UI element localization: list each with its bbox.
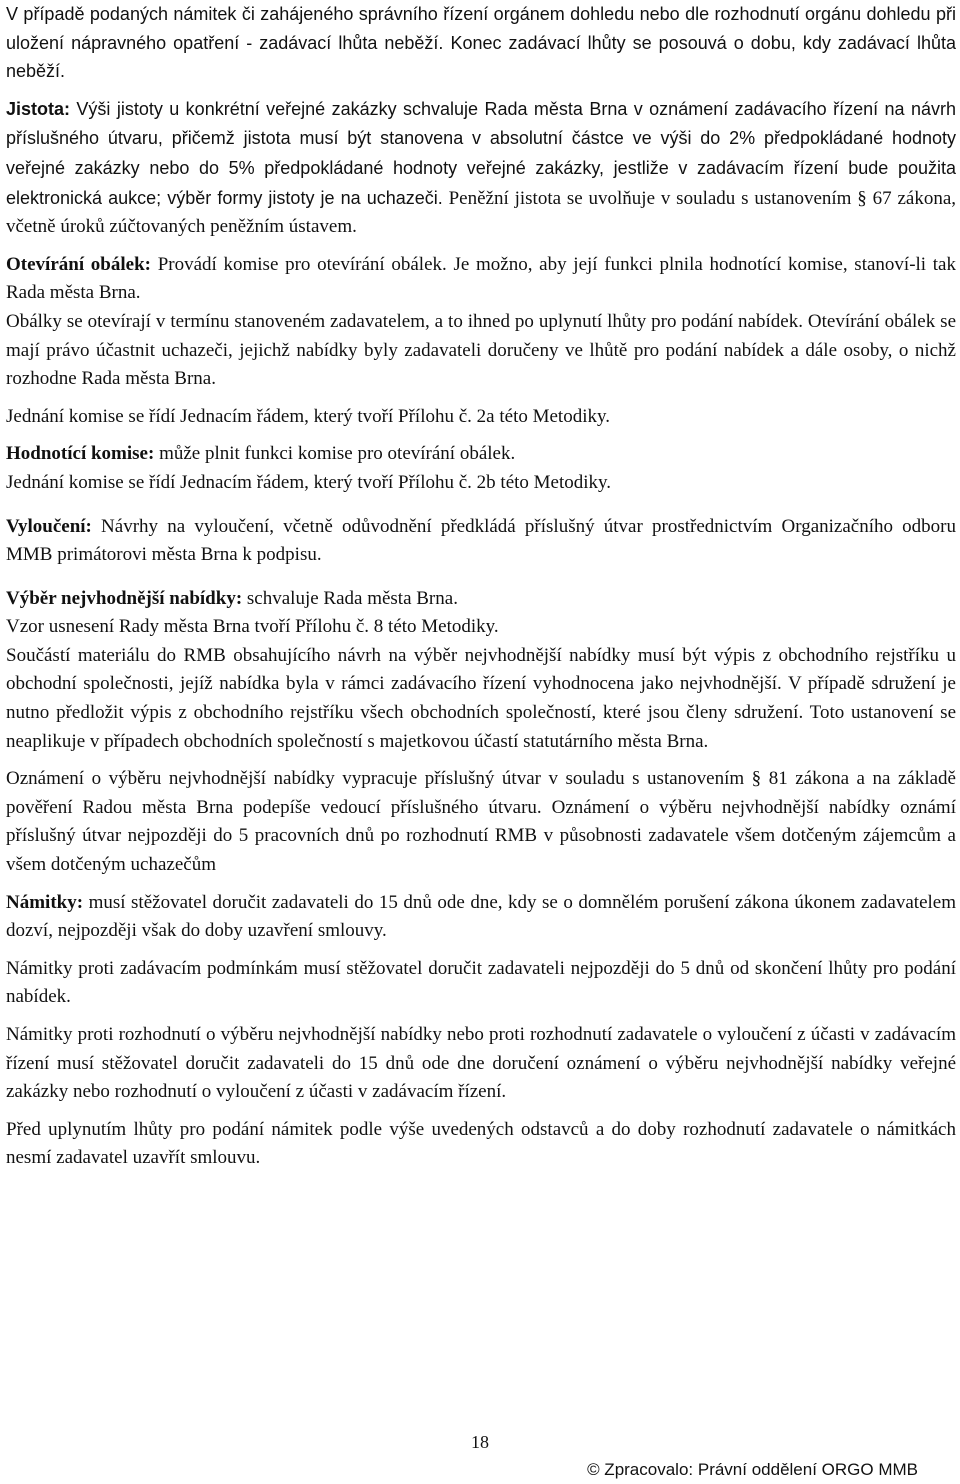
paragraph-vyber — [6, 585, 956, 614]
document-page — [6, 0, 956, 1173]
label-vyber: Výběr nejvhodnější nabídky: — [6, 587, 243, 609]
label-jistota: Jistota: — [6, 98, 71, 119]
paragraph-oznameni: Oznámení o výběru nejvhodnější nabídky vypracuje příslušný útvar v souladu s ustanovením § 81 zákona a na základě pověření Radou města Brna podepíše vedoucí příslušného útvaru. Oznámení o výběru nejvhodnější nabídky oznámí příslušný útvar nejpozději do 5 pracovních dnů po rozhodnutí RMB v působnosti zadavatele všem dotčeným zájemcům a všem dotčeným uchazečům — [6, 768, 956, 876]
paragraph-obalky: Obálky se otevírají v termínu stanoveném zadavatelem, a to ihned po uplynutí lhůty pro podání nabídek. Otevírání obálek se mají právo účastnit uchazeči, jejichž nabídky byly zadavateli doručeny ve lhůtě pro podání nabídek a dále osoby, o nichž rozhodne Rada města Brna. — [6, 310, 956, 390]
text-jistota-tail: Peněžní jistota se uvolňuje v souladu s ustanovením § 67 zákona, včetně úroků zúčtovaných peněžním ústavem. — [6, 187, 956, 238]
text-namitky: musí stěžovatel doručit zadavateli do 15 dnů ode dne, kdy se o domnělém porušení zákona úkonem zadavatelem dozví, nejpozději však do doby uzavření smlouvy. — [6, 891, 956, 942]
label-otevirani: Otevírání obálek: — [6, 253, 151, 275]
label-namitky: Námitky: — [6, 891, 84, 913]
label-vylouceni: Vyloučení: — [6, 515, 92, 537]
text-hodnotici: může plnit funkci komise pro otevírání obálek. — [154, 443, 516, 465]
text-vyber: schvaluje Rada města Brna. — [242, 587, 458, 609]
label-hodnotici: Hodnotící komise: — [6, 443, 155, 465]
paragraph-soucast: Součástí materiálu do RMB obsahujícího návrh na výběr nejvhodnější nabídky musí být výpis z obchodního rejstříku u obchodní společnosti, jejíž nabídka byla v rámci zadávacího řízení vyhodnocena jako nejvhodnější. V případě sdružení je nutno předložit výpis z obchodního rejstříku všech obchodních společností, které jsou členy sdružení. Toto ustanovení se neaplikuje v případech obchodních společností s majetkovou účastí statutárního města Brna. — [6, 644, 956, 752]
paragraph-jistota — [6, 95, 956, 242]
paragraph-namitky-rozhodnuti: Námitky proti rozhodnutí o výběru nejvhodnější nabídky nebo proti rozhodnutí zadavatele o vyloučení z účasti v zadávacím řízení musí stěžovatel doručit zadavateli do 15 dnů ode dne doručení oznámení o výběru nejvhodnější nabídky veřejné zakázky nebo rozhodnutí o vyloučení z účasti v zadávacím řízení. — [6, 1024, 956, 1103]
paragraph-hodnotici — [6, 440, 956, 469]
paragraph-jednani-2b: Jednání komise se řídí Jednacím řádem, který tvoří Přílohu č. 2b této Metodiky. — [6, 471, 612, 493]
footer-credit: © Zpracovalo: Právní oddělení ORGO MMB — [587, 1460, 918, 1479]
paragraph-vylouceni — [6, 513, 956, 570]
paragraph-otevirani — [6, 251, 956, 308]
paragraph-deadline: V případě podaných námitek či zahájeného správního řízení orgánem dohledu nebo dle rozhodnutí orgánu dohledu při uložení nápravného opatření - zadávací lhůta neběží. Konec zadávací lhůty se posouvá o dobu, kdy zadávací lhůta neběží. — [6, 4, 956, 82]
paragraph-vzor: Vzor usnesení Rady města Brna tvoří Přílohu č. 8 této Metodiky. — [6, 616, 499, 638]
paragraph-pred-uplynutim: Před uplynutím lhůty pro podání námitek podle výše uvedených odstavců a do doby rozhodnutí zadavatele o námitkách nesmí zadavatel uzavřít smlouvu. — [6, 1118, 956, 1169]
text-jistota: Výši jistoty u konkrétní veřejné zakázky schvaluje Rada města Brna v oznámení zadávacího řízení na návrh příslušného útvaru, přičemž jistota musí být stanovena v absolutní částce ve výši do 2% předpokládané hodnoty veřejné zakázky nebo do 5% předpokládané hodnoty veřejné zakázky, jestliže v zadávacím řízení bude použita elektronická aukce; výběr formy jistoty je na uchazeči. — [6, 98, 956, 208]
paragraph-namitky-podminky: Námitky proti zadávacím podmínkám musí stěžovatel doručit zadavateli nejpozději do 5 dnů od skončení lhůty pro podání nabídek. — [6, 957, 956, 1008]
paragraph-namitky — [6, 889, 956, 946]
text-otevirani: Provádí komise pro otevírání obálek. Je možno, aby její funkci plnila hodnotící komise, stanoví-li tak Rada města Brna. — [6, 253, 956, 304]
page-number: 18 — [471, 1432, 489, 1452]
paragraph-jednani-2a: Jednání komise se řídí Jednacím řádem, který tvoří Přílohu č. 2a této Metodiky. — [6, 405, 610, 427]
text-vylouceni: Návrhy na vyloučení, včetně odůvodnění předkládá příslušný útvar prostřednictvím Organizačního odboru MMB primátorovi města Brna k podpisu. — [6, 515, 956, 566]
